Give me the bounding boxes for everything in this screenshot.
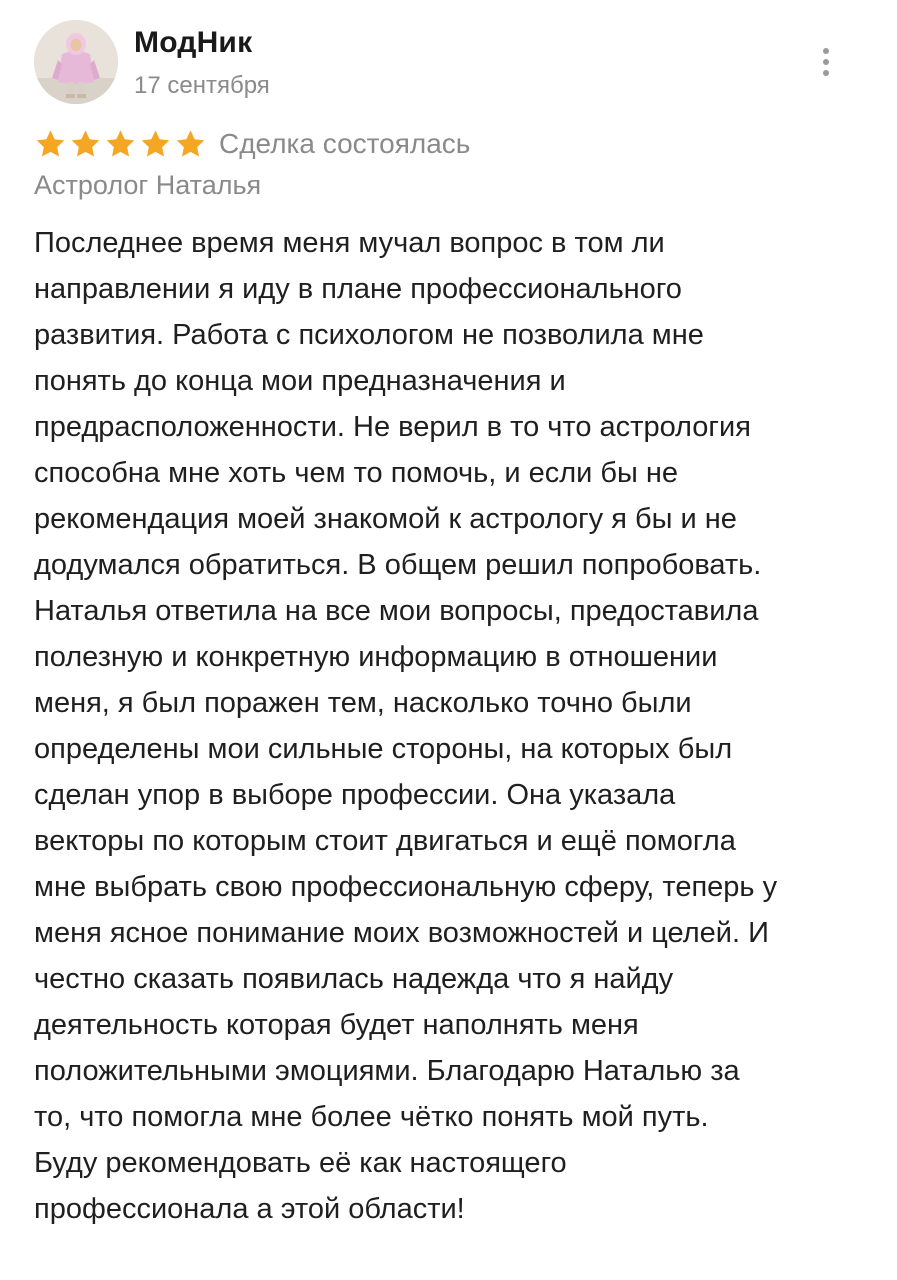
review-text-line: мне выбрать свою профессиональную сферу, теперь у [34, 871, 778, 903]
review-header [34, 20, 864, 104]
avatar[interactable] [34, 20, 118, 104]
review-text-line: то, что помогла мне более чётко понять мой путь. [34, 1101, 709, 1133]
review-text-line: развития. Работа с психологом не позволила мне [34, 319, 704, 351]
more-vertical-icon-dot [823, 70, 829, 76]
review-text-line: сделан упор в выборе профессии. Она указала [34, 779, 676, 811]
review-text-line: полезную и конкретную информацию в отношении [34, 641, 718, 673]
review-text-line: меня ясное понимание моих возможностей и целей. И [34, 917, 769, 949]
review-text-line: честно сказать появилась надежда что я найду [34, 963, 674, 995]
more-vertical-icon-dot [823, 59, 829, 65]
avatar-photo [34, 20, 118, 104]
author-name[interactable]: МодНик [134, 26, 253, 59]
specialist-name[interactable]: Астролог Наталья [34, 170, 262, 200]
star-icon [104, 128, 137, 160]
rating-row [34, 124, 470, 164]
review-text-line: профессионала а этой области! [34, 1193, 465, 1225]
more-options-button[interactable] [806, 40, 846, 84]
review-text-line: определены мои сильные стороны, на которых был [34, 733, 733, 765]
review-text-line: додумался обратиться. В общем решил попробовать. [34, 549, 762, 581]
review-text-line: Буду рекомендовать её как настоящего [34, 1147, 567, 1179]
review-text-line: векторы по которым стоит двигаться и ещё помогла [34, 825, 736, 857]
star-rating [34, 128, 207, 160]
review-text-line: рекомендация моей знакомой к астрологу я бы и не [34, 503, 737, 535]
review-text-line: деятельность которая будет наполнять меня [34, 1009, 639, 1041]
review-text-line: предрасположенности. Не верил в то что астрология [34, 411, 751, 443]
star-icon [34, 128, 67, 160]
review-date: 17 сентября [134, 72, 270, 99]
star-icon [69, 128, 102, 160]
review-text-line: Наталья ответила на все мои вопросы, предоставила [34, 595, 759, 627]
more-vertical-icon [823, 48, 829, 54]
review-text [34, 220, 874, 1232]
review-text-line: направлении я иду в плане профессионального [34, 273, 682, 305]
review-text-line: положительными эмоциями. Благодарю Наталью за [34, 1055, 740, 1087]
star-icon [139, 128, 172, 160]
review-text-line: способна мне хоть чем то помочь, и если бы не [34, 457, 679, 489]
deal-status: Сделка состоялась [219, 128, 471, 159]
review-text-line: меня, я был поражен тем, насколько точно были [34, 687, 692, 719]
review-text-line: понять до конца мои предназначения и [34, 365, 566, 397]
review-text-line: Последнее время меня мучал вопрос в том ли [34, 227, 665, 259]
star-icon [174, 128, 207, 160]
